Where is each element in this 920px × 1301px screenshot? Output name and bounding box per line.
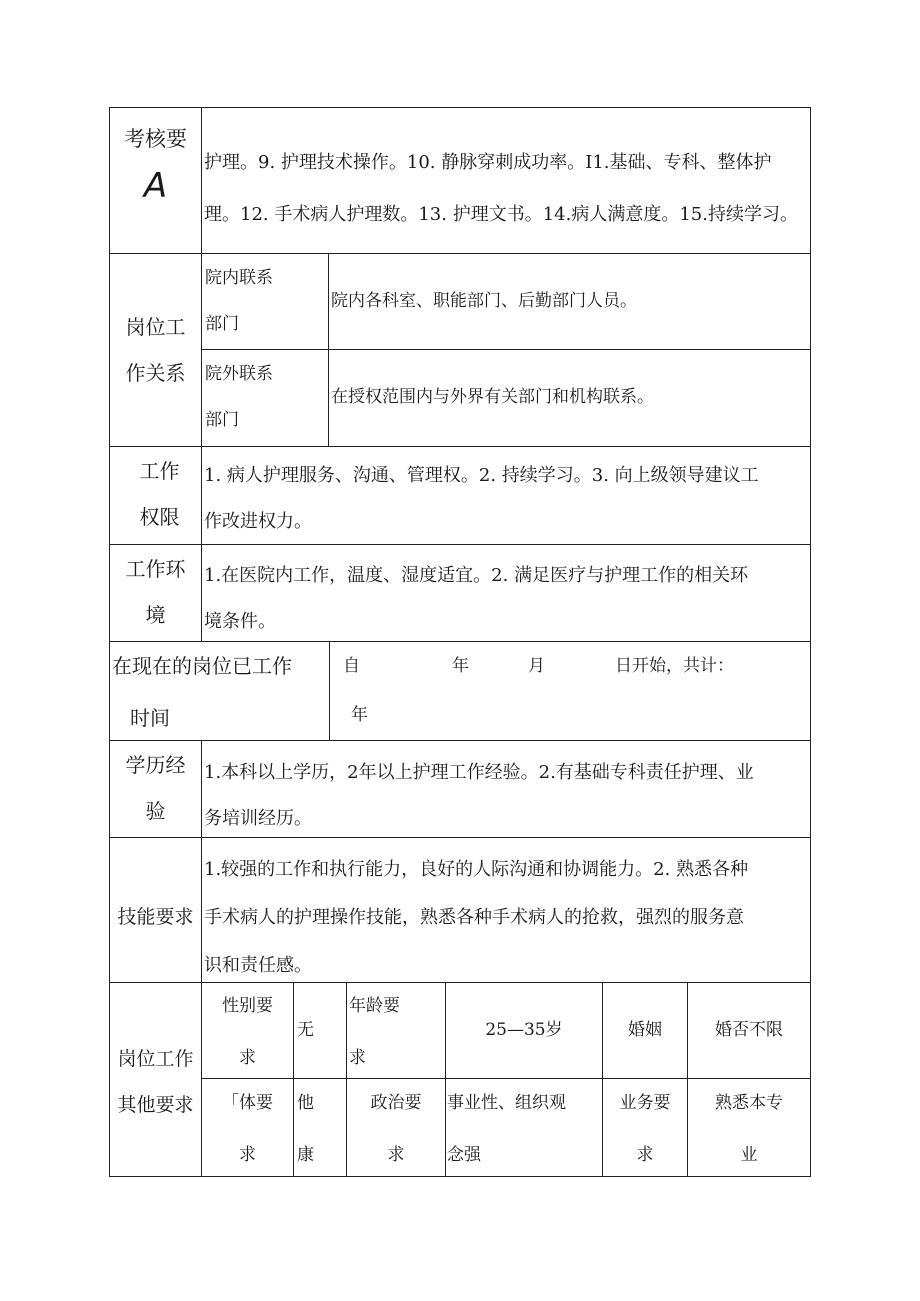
internal-contact-label-line1: 院内联系 <box>205 268 273 288</box>
gender-label-line1: 性别要 <box>222 996 273 1016</box>
age-label-line1: 年龄要 <box>349 996 400 1016</box>
business-label-line2: 求 <box>636 1145 654 1165</box>
education-label <box>110 742 201 834</box>
gender-label-line2: 求 <box>239 1048 256 1068</box>
skills-text <box>204 846 810 990</box>
other-label <box>110 1036 201 1128</box>
environment-label-line2: 境 <box>145 603 166 627</box>
body-value-line2: 康 <box>297 1145 314 1165</box>
tenure-label-line2: 时间 <box>130 706 170 730</box>
business-value-line1: 熟悉本专 <box>715 1093 783 1113</box>
authority-label-line2: 权限 <box>139 505 180 529</box>
education-label-line2: 验 <box>145 799 166 823</box>
internal-contact-label <box>205 255 327 347</box>
environment-text-line2: 境条件。 <box>204 611 276 632</box>
skills-text-line2: 手术病人的护理操作技能，熟悉各种手术病人的抢救，强烈的服务意 <box>204 907 744 928</box>
politics-label <box>347 1080 445 1178</box>
assessment-label-line2: A <box>143 166 168 206</box>
tenure-year: 年 <box>452 656 469 676</box>
tenure-day-start: 日开始，共计： <box>615 656 734 676</box>
internal-contact-label-line2: 部门 <box>205 314 239 334</box>
skills-text-line3: 识和责任感。 <box>204 955 312 976</box>
external-contact-label-line2: 部门 <box>205 410 239 430</box>
environment-text <box>204 553 810 645</box>
external-contact-label-line1: 院外联系 <box>205 364 273 384</box>
environment-text-line1: 1.在医院内工作，温度、湿度适宜。2. 满足医疗与护理工作的相关环 <box>204 565 749 586</box>
gender-label <box>202 983 293 1081</box>
body-value <box>297 1080 314 1178</box>
relations-label-line2: 作关系 <box>125 361 186 385</box>
education-text-line2: 务培训经历。 <box>204 808 312 829</box>
skills-text-line1: 1.较强的工作和执行能力，良好的人际沟通和协调能力。2. 熟悉各种 <box>204 859 749 880</box>
politics-label-line2: 求 <box>387 1145 405 1165</box>
body-label-line2: 求 <box>239 1145 256 1165</box>
business-label-line1: 业务要 <box>619 1093 671 1113</box>
body-label-line1: 「体要 <box>222 1093 273 1113</box>
skills-label: 技能要求 <box>117 906 194 928</box>
business-value-line2: 业 <box>740 1145 758 1165</box>
marriage-value: 婚否不限 <box>715 1020 783 1040</box>
tenure-from: 自 <box>343 656 360 676</box>
body-value-line1: 他 <box>297 1093 314 1113</box>
assessment-label-line1: 考核要 <box>124 127 187 151</box>
age-value: 25—35岁 <box>485 1020 563 1040</box>
assessment-label <box>110 116 201 210</box>
authority-label-line1: 工作 <box>139 459 180 483</box>
assessment-text-line2: 理。12. 手术病人护理数。13. 护理文书。14.病人满意度。15.持续学习。 <box>204 204 798 225</box>
business-label <box>603 1080 687 1178</box>
authority-text <box>204 453 810 545</box>
education-label-line1: 学历经 <box>125 753 186 777</box>
authority-text-line1: 1. 病人护理服务、沟通、管理权。2. 持续学习。3. 向上级领导建议工 <box>204 465 759 486</box>
other-label-line1: 岗位工作 <box>117 1048 194 1070</box>
external-contact-value: 在授权范围内与外界有关部门和机构联系。 <box>331 387 654 407</box>
age-label <box>349 983 445 1081</box>
authority-text-line2: 作改进权力。 <box>204 511 312 532</box>
education-text-line1: 1.本科以上学历，2年以上护理工作经验。2.有基础专科责任护理、业 <box>204 762 754 783</box>
education-text <box>204 750 810 842</box>
politics-value <box>447 1080 602 1178</box>
authority-label <box>114 448 205 540</box>
marriage-label: 婚姻 <box>628 1020 662 1040</box>
assessment-text-line1: 护理。9. 护理技术操作。10. 静脉穿刺成功率。I1.基础、专科、整体护 <box>204 152 772 173</box>
relations-label-line1: 岗位工 <box>125 315 186 339</box>
politics-value-line1: 事业性、组织观 <box>447 1093 566 1113</box>
tenure-label-line1: 在现在的岗位已工作 <box>112 654 292 678</box>
politics-value-line2: 念强 <box>447 1145 481 1165</box>
tenure-month: 月 <box>528 656 545 676</box>
tenure-label <box>110 643 329 741</box>
politics-label-line1: 政治要 <box>370 1093 422 1113</box>
business-value <box>688 1080 810 1178</box>
age-label-line2: 求 <box>349 1048 366 1068</box>
relations-label <box>110 304 201 396</box>
gender-value: 无 <box>297 1020 314 1040</box>
other-label-line2: 其他要求 <box>117 1094 194 1116</box>
body-label <box>202 1080 293 1178</box>
environment-label <box>110 546 201 638</box>
environment-label-line1: 工作环 <box>125 557 186 581</box>
internal-contact-value: 院内各科室、职能部门、后勤部门人员。 <box>331 291 637 311</box>
assessment-text <box>204 137 814 241</box>
tenure-years: 年 <box>351 705 368 725</box>
external-contact-label <box>205 351 327 443</box>
